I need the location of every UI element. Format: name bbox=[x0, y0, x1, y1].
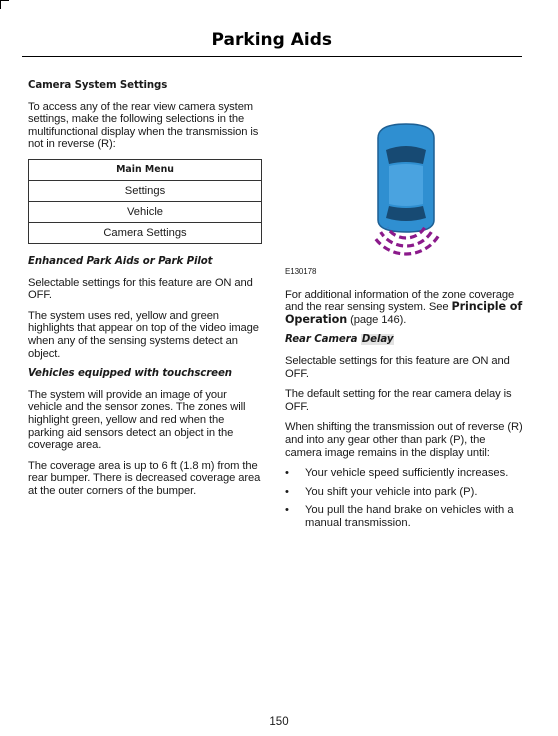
crop-mark bbox=[0, 0, 9, 9]
right-column bbox=[285, 266, 525, 536]
page-title: Parking Aids bbox=[211, 30, 332, 50]
list-item: • Your vehicle speed sufficiently increases. bbox=[285, 467, 509, 480]
figure-caption: E130178 bbox=[285, 267, 317, 276]
bullet-icon: • bbox=[285, 467, 289, 480]
subheading-touchscreen: Vehicles equipped with touchscreen bbox=[28, 368, 232, 380]
list-item: • You shift your vehicle into park (P). bbox=[285, 485, 478, 498]
paragraph: Selectable settings for this feature are ON and OFF. bbox=[28, 276, 253, 302]
left-column bbox=[28, 80, 262, 505]
menu-table-row: Camera Settings bbox=[29, 222, 262, 243]
cross-reference-link[interactable]: Principle of Operation bbox=[285, 300, 523, 326]
section-heading: Camera System Settings bbox=[28, 80, 168, 91]
menu-table-header: Main Menu bbox=[29, 159, 262, 180]
paragraph: The default setting for the rear camera delay is OFF. bbox=[285, 388, 512, 413]
parking-sensor-illustration bbox=[356, 120, 456, 266]
bullet-icon: • bbox=[285, 485, 289, 498]
paragraph: Selectable settings for this feature are ON and OFF. bbox=[285, 354, 510, 380]
menu-table-row: Settings bbox=[29, 180, 262, 201]
paragraph: When shifting the transmission out of reverse (R) and into any gear other than park (P), the camera image remains in the display until: bbox=[285, 421, 523, 459]
intro-paragraph: To access any of the rear view camera system settings, make the following selections in the multifunctional display when the transmission is not in reverse (R): bbox=[28, 100, 259, 151]
subheading-rear-camera-delay: Rear Camera Delay bbox=[285, 334, 394, 346]
zone-info-paragraph: For additional information of the zone coverage and the rear sensing system. See Principle of Operation (page 146). bbox=[285, 288, 523, 326]
bullet-list bbox=[285, 467, 525, 529]
paragraph: The system will provide an image of your vehicle and the sensor zones. The zones will highlight green, yellow and red when the parking aid sensors detect an object in the coverage area. bbox=[28, 388, 246, 452]
menu-path-table bbox=[28, 159, 262, 244]
menu-table-row: Vehicle bbox=[29, 201, 262, 222]
car-top-view bbox=[378, 124, 434, 232]
paragraph: The system uses red, yellow and green highlights that appear on top of the video image when any of the sensing systems detect an object. bbox=[28, 309, 259, 360]
paragraph: The coverage area is up to 6 ft (1.8 m) from the rear bumper. There is decreased coverage area at the outer corners of the bumper. bbox=[28, 459, 261, 497]
bullet-icon: • bbox=[285, 504, 289, 517]
highlighted-word: Delay bbox=[361, 334, 394, 346]
subheading-park-aids: Enhanced Park Aids or Park Pilot bbox=[28, 255, 213, 267]
list-item: • You pull the hand brake on vehicles with a manual transmission. bbox=[285, 504, 514, 529]
page-number: 150 bbox=[269, 716, 289, 728]
header-divider bbox=[22, 56, 522, 57]
